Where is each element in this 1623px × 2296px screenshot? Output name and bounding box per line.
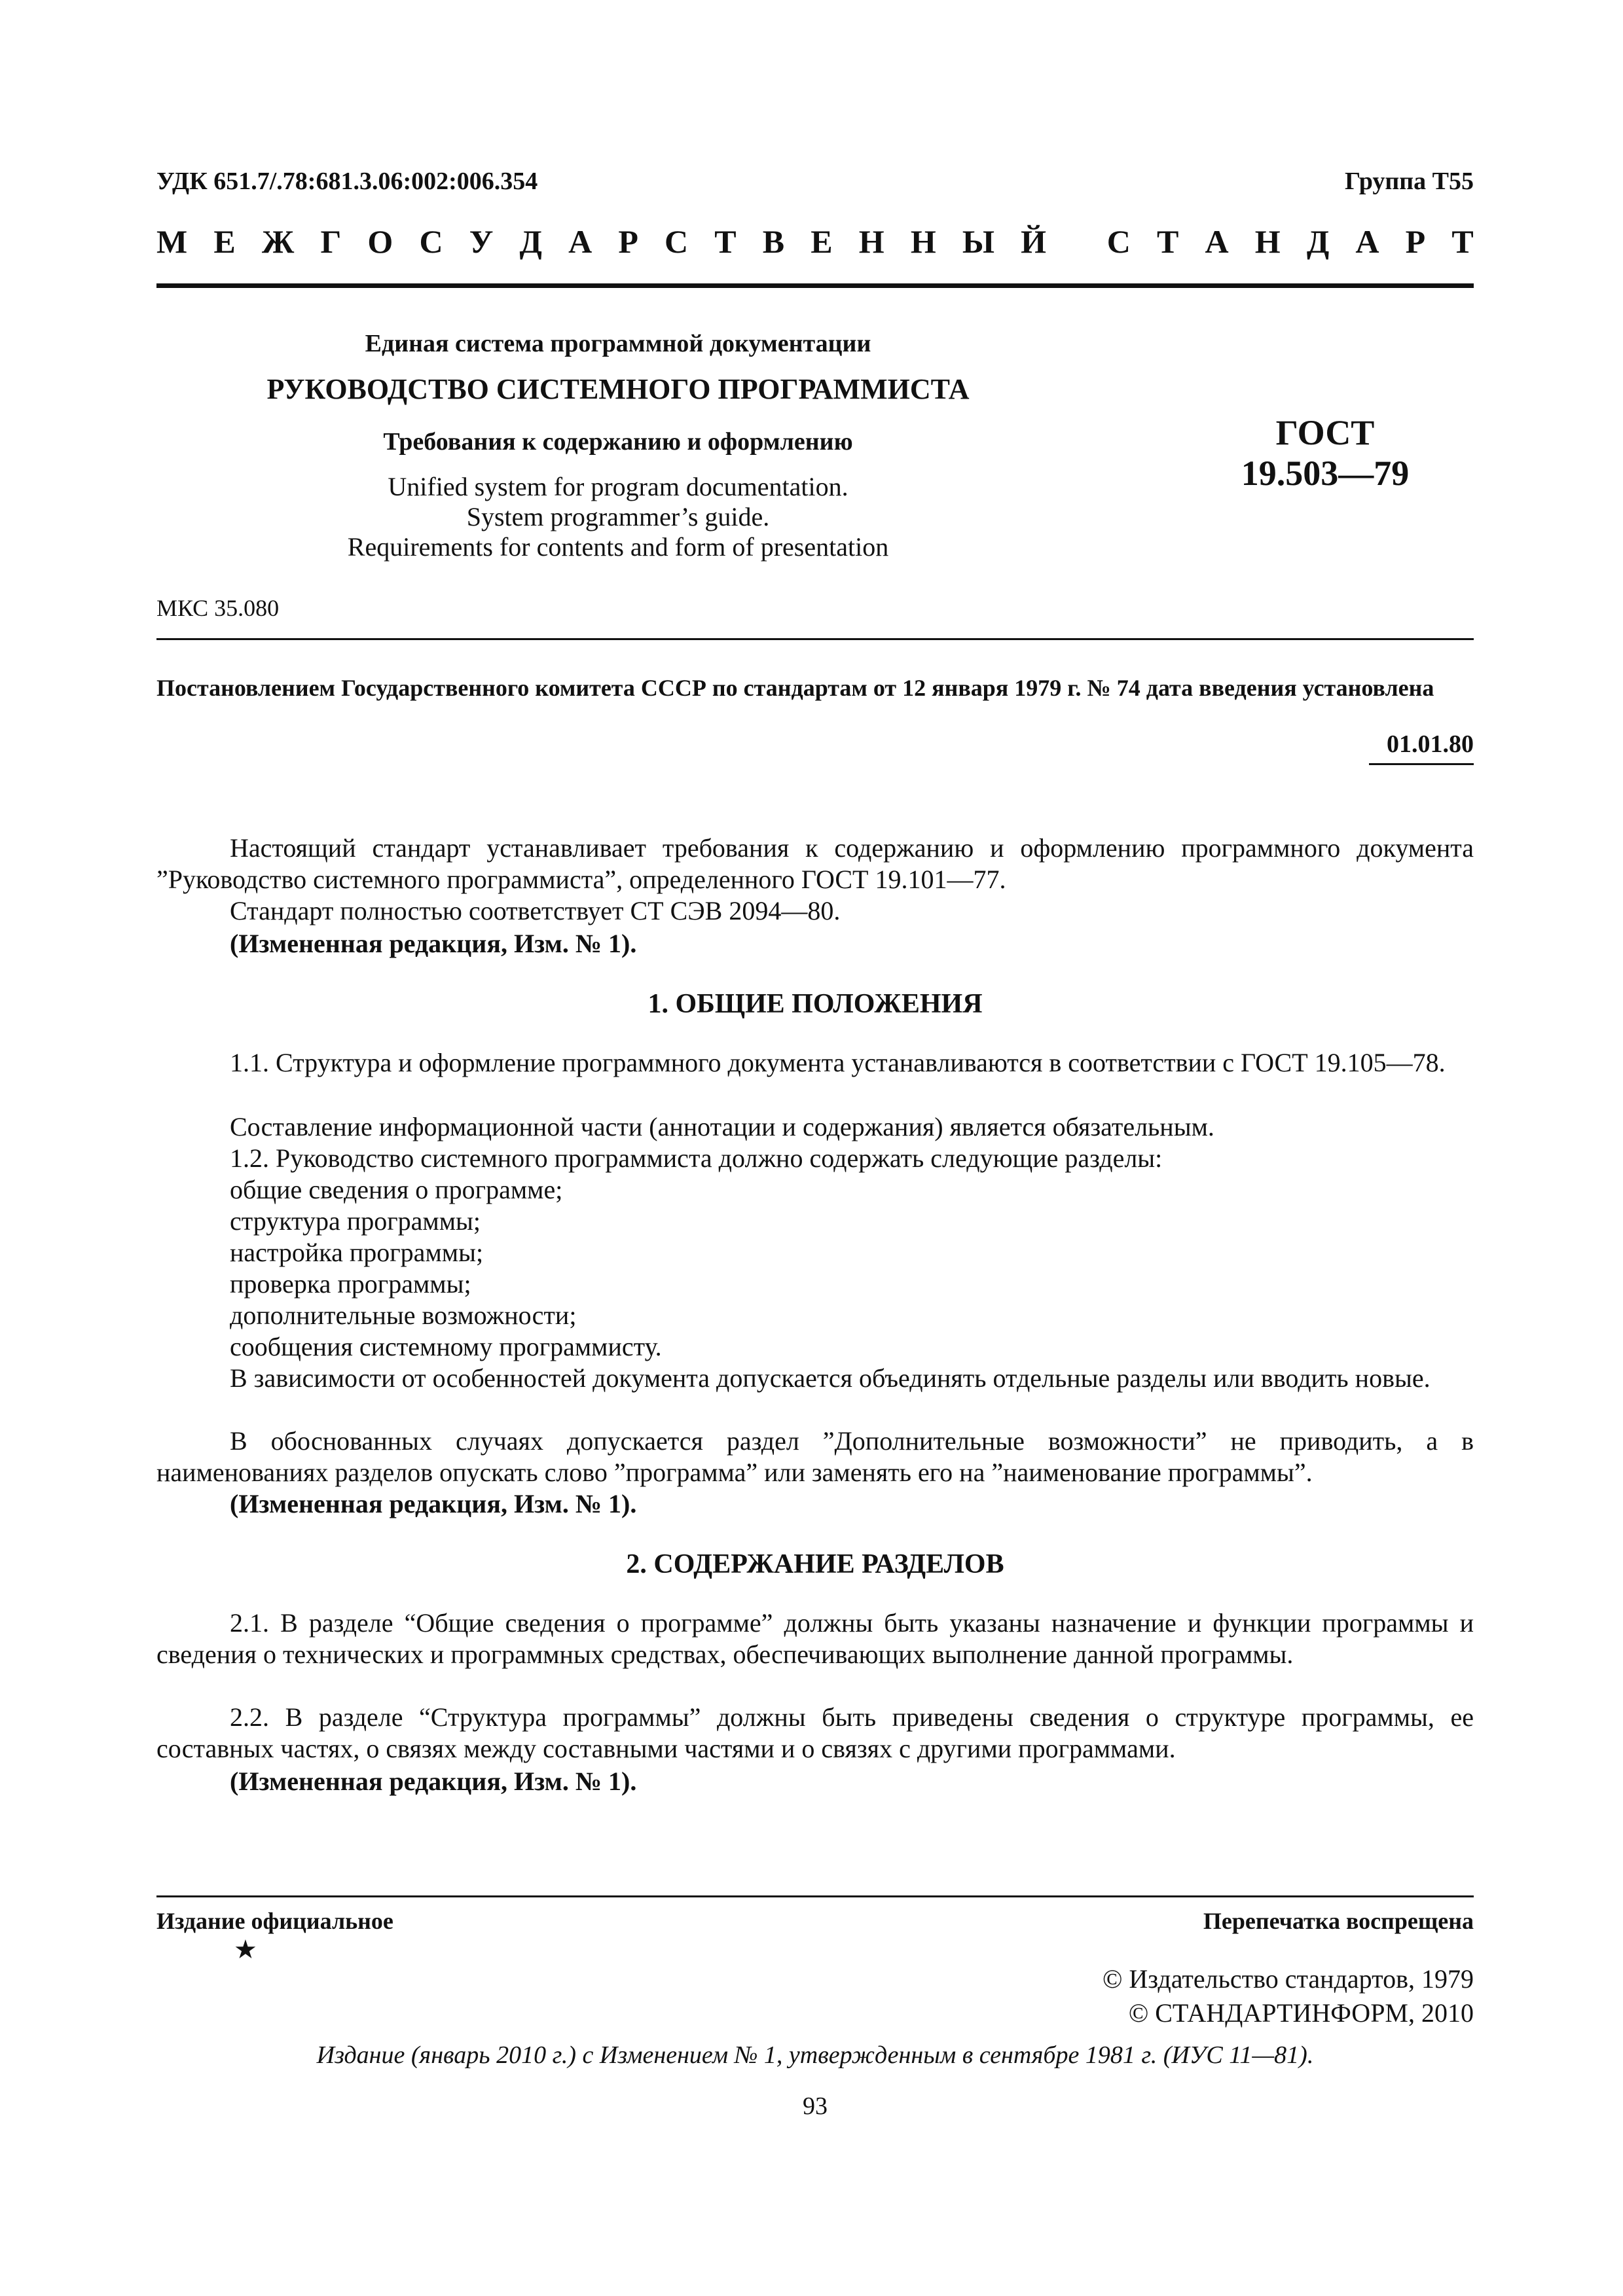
clause-1-1: 1.1. Структура и оформление программного документа устанавливаются в соответствии с ГОСТ 19.105—78. — [230, 1048, 1446, 1077]
banner-letter: Ж — [261, 223, 295, 260]
clause-1-2: 1.2. Руководство системного программиста должно содержать следующие разделы: — [230, 1143, 1163, 1173]
banner-letter: У — [469, 223, 494, 260]
reprint-prohibited-label: Перепечатка воспрещена — [1203, 1908, 1474, 1934]
banner-letter: Й — [1021, 223, 1047, 260]
page-number: 93 — [803, 2092, 828, 2120]
banner-letter: А — [1205, 223, 1229, 260]
banner-letter: Д — [519, 223, 542, 260]
banner-letter: Н — [858, 223, 884, 260]
english-title-line: Requirements for contents and form of presentation — [347, 532, 889, 562]
gost-number — [1217, 412, 1433, 493]
banner-letter: А — [568, 223, 593, 260]
footer-rule — [156, 1895, 1474, 1897]
intro-conformity: Стандарт полностью соответствует СТ СЭВ 2094—80. — [230, 896, 841, 925]
edition-note: Издание (январь 2010 г.) с Изменением № 1, утвержденным в сентябре 1981 г. (ИУС 11—81). — [316, 2041, 1314, 2069]
banner-letter: Т — [1451, 223, 1474, 260]
banner-letter: Г — [320, 223, 342, 260]
banner-letter: С — [1106, 223, 1131, 260]
series-title: Единая система программной документации — [365, 330, 871, 357]
banner-letter: Н — [1254, 223, 1281, 260]
copyright-line: © Издательство стандартов, 1979 — [1102, 1964, 1474, 1994]
group-code: Группа Т55 — [1344, 168, 1474, 195]
section-list-item: проверка программы; — [230, 1269, 471, 1299]
official-edition-label: Издание официальное — [156, 1908, 393, 1934]
intro-paragraph: Настоящий стандарт устанавливает требования к содержанию и оформлению программного документа ”Руководство системного программиста”, определенного ГОСТ 19.101—77. — [156, 833, 1474, 894]
amendment-note: (Измененная редакция, Изм. № 1). — [230, 1489, 637, 1518]
banner-letter: В — [762, 223, 785, 260]
udk-code: УДК 651.7/.78:681.3.06:002:006.354 — [156, 168, 538, 195]
section-list-item: общие сведения о программе; — [230, 1175, 563, 1204]
section-list-item: дополнительные возможности; — [230, 1300, 577, 1330]
banner-letter: Д — [1306, 223, 1330, 260]
banner-letter: Р — [618, 223, 638, 260]
banner-letter: Е — [811, 223, 833, 260]
gost-code: 19.503—79 — [1241, 454, 1410, 493]
english-title — [248, 472, 988, 562]
copyright-line: © СТАНДАРТИНФОРМ, 2010 — [1128, 1998, 1474, 2028]
section-rule — [156, 638, 1474, 640]
banner-letter: Р — [1405, 223, 1426, 260]
section-list-item: структура программы; — [230, 1206, 481, 1236]
clause-2-2: 2.2. В разделе “Структура программы” должны быть приведены сведения о структуре программы, ее составных частях, о связях между составными частями и о связях с другими программами. — [156, 1702, 1474, 1763]
gost-label: ГОСТ — [1275, 413, 1375, 452]
banner-letter: Т — [714, 223, 737, 260]
interstate-standard-banner — [156, 223, 1474, 260]
banner-letter: О — [367, 223, 393, 260]
document-subtitle: Требования к содержанию и оформлению — [383, 428, 853, 456]
banner-letter: М — [156, 223, 188, 260]
mks-code: МКС 35.080 — [156, 595, 280, 621]
section-heading: 2. СОДЕРЖАНИЕ РАЗДЕЛОВ — [626, 1549, 1004, 1579]
clause-1-2-note: В зависимости от особенностей документа допускается объединять отдельные разделы или вводить новые. — [230, 1363, 1431, 1393]
amendment-note: (Измененная редакция, Изм. № 1). — [230, 1767, 637, 1796]
banner-letter: С — [665, 223, 689, 260]
banner-letter: Т — [1157, 223, 1179, 260]
english-title-line: System programmer’s guide. — [466, 502, 770, 531]
banner-letter — [1072, 223, 1081, 260]
banner-letter: Е — [213, 223, 236, 260]
document-page — [156, 0, 1474, 2296]
section-list-item: сообщения системному программисту. — [230, 1332, 662, 1361]
document-title: РУКОВОДСТВО СИСТЕМНОГО ПРОГРАММИСТА — [266, 373, 970, 405]
clause-1-1-note: Составление информационной части (аннотации и содержания) является обязательным. — [230, 1112, 1214, 1141]
header-rule — [156, 283, 1474, 288]
section-list-item: настройка программы; — [230, 1238, 484, 1267]
date-underline — [1369, 763, 1474, 765]
banner-letter: А — [1355, 223, 1379, 260]
amendment-note: (Измененная редакция, Изм. № 1). — [230, 929, 637, 958]
banner-letter: С — [419, 223, 443, 260]
banner-letter: Н — [910, 223, 936, 260]
clause-1-2-exception: В обоснованных случаях допускается раздел ”Дополнительные возможности” не приводить, а в наименованиях разделов опускать слово ”программа” или заменять его на ”наименование программы”. — [156, 1426, 1474, 1487]
star-icon: ★ — [234, 1935, 257, 1964]
introduction-date: 01.01.80 — [1387, 730, 1474, 758]
english-title-line: Unified system for program documentation. — [388, 472, 848, 501]
decree-text: Постановлением Государственного комитета СССР по стандартам от 12 января 1979 г. № 74 дата введения установлена — [156, 675, 1434, 701]
banner-letter: Ы — [962, 223, 994, 260]
title-block — [248, 324, 988, 562]
clause-2-1: 2.1. В разделе “Общие сведения о программе” должны быть указаны назначение и функции программы и сведения о технических и программных средствах, обеспечивающих выполнение данной программы. — [156, 1608, 1474, 1669]
section-heading: 1. ОБЩИЕ ПОЛОЖЕНИЯ — [647, 989, 983, 1019]
